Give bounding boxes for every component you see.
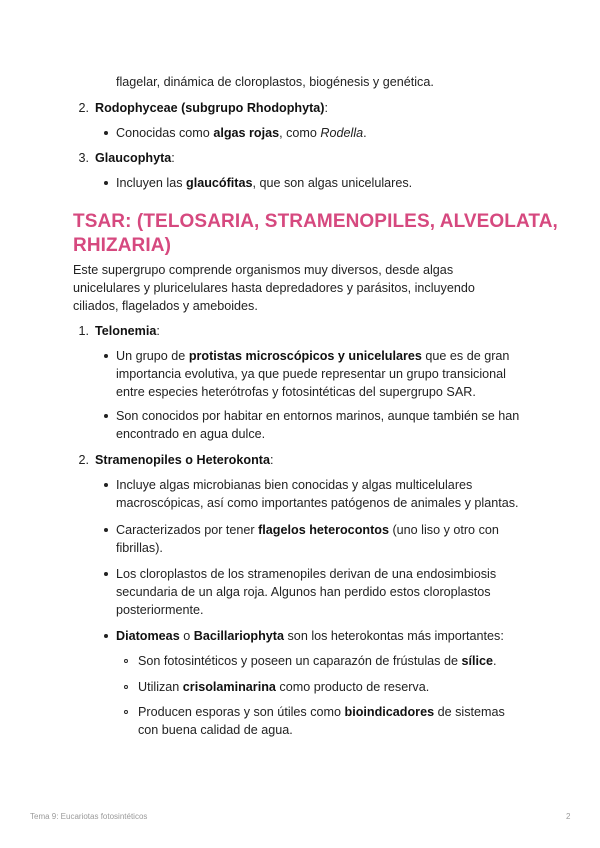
italic-term: Rodella xyxy=(320,126,364,140)
sub-bullet-circle xyxy=(124,659,128,663)
list-item-telonemia xyxy=(95,322,160,340)
bullet-disc xyxy=(104,354,108,358)
bold-term: protistas microscópicos y unicelulares xyxy=(188,349,422,363)
bullet-disc xyxy=(104,528,108,532)
bullet-text-line: entre especies heterótrofas y fotosintéticas del supergrupo SAR. xyxy=(116,385,476,399)
section-heading-line-1: TSAR: (TELOSARIA, STRAMENOPILES, ALVEOLATA, xyxy=(73,211,558,232)
bullet-disc xyxy=(104,414,108,418)
item-title: Glaucophyta xyxy=(95,151,172,165)
continued-bullet-text: flagelar, dinámica de cloroplastos, biogénesis y genética. xyxy=(116,75,434,89)
item-title: Rodophyceae (subgrupo Rhodophyta) xyxy=(95,101,325,115)
bullet-text-line: macroscópicas, así como importantes patógenos de animales y plantas. xyxy=(116,496,519,510)
bullet-disc xyxy=(104,181,108,185)
intro-paragraph-line: unicelulares y pluricelulares hasta depredadores y parásitos, incluyendo xyxy=(73,281,475,295)
bullet-disc xyxy=(104,572,108,576)
sub-bullet-text xyxy=(138,652,496,670)
bullet-disc xyxy=(104,131,108,135)
bullet-text-line: fibrillas). xyxy=(116,541,163,555)
sub-bullet-circle xyxy=(124,710,128,714)
text-run: , que son algas unicelulares. xyxy=(252,176,413,190)
text-run: Incluyen las xyxy=(116,176,187,190)
bold-term: bioindicadores xyxy=(344,705,435,719)
item-colon: : xyxy=(269,453,274,467)
sub-bullet-text xyxy=(138,703,505,721)
item-title: Telonemia xyxy=(95,324,157,338)
bullet-text-line: Incluye algas microbianas bien conocidas y algas multicelulares xyxy=(116,478,473,492)
bullet-text xyxy=(116,124,367,142)
section-heading-line-2: RHIZARIA) xyxy=(73,235,171,256)
bullet-text xyxy=(116,174,412,192)
text-run: Caracterizados por tener xyxy=(116,523,259,537)
bold-term: flagelos heterocontos xyxy=(258,523,389,537)
list-item-rodophyceae xyxy=(95,99,328,117)
text-run: , como xyxy=(279,126,321,140)
bold-term: algas rojas xyxy=(213,126,280,140)
bullet-disc xyxy=(104,483,108,487)
text-run: o xyxy=(179,629,194,643)
list-number: 1. xyxy=(78,324,89,338)
sub-bullet-circle xyxy=(124,685,128,689)
bullet-text-line: posteriormente. xyxy=(116,603,204,617)
text-run: (uno liso y otro con xyxy=(388,523,499,537)
bold-term: Bacillariophyta xyxy=(193,629,285,643)
text-run: como producto de reserva. xyxy=(275,680,430,694)
page-number: 2 xyxy=(566,812,571,821)
item-colon: : xyxy=(171,151,175,165)
list-item-stramenopiles xyxy=(95,451,273,469)
bullet-text-line: Son conocidos por habitar en entornos marinos, aunque también se han xyxy=(116,409,520,423)
bold-term: glaucófitas xyxy=(186,176,253,190)
bullet-text xyxy=(116,627,504,645)
text-run: son los heterokontas más importantes: xyxy=(284,629,504,643)
list-number: 3. xyxy=(78,151,89,165)
text-run: Producen esporas y son útiles como xyxy=(138,705,345,719)
footer-title: Tema 9: Eucariotas fotosintéticos xyxy=(30,812,148,821)
text-run: . xyxy=(363,126,367,140)
text-run: de sistemas xyxy=(434,705,505,719)
list-number: 2. xyxy=(78,101,89,115)
text-run: que es de gran xyxy=(421,349,510,363)
text-run: Un grupo de xyxy=(116,349,189,363)
text-run: . xyxy=(492,654,497,668)
intro-paragraph-line: ciliados, flagelados y ameboides. xyxy=(73,299,258,313)
text-run: Conocidas como xyxy=(116,126,214,140)
bullet-text-line: secundaria de un alga roja. Algunos han perdido estos cloroplastos xyxy=(116,585,491,599)
item-title: Stramenopiles o Heterokonta xyxy=(95,453,270,467)
bullet-text xyxy=(116,347,509,365)
bold-term: crisolaminarina xyxy=(182,680,276,694)
bold-term: sílice xyxy=(461,654,493,668)
sub-bullet-text xyxy=(138,678,429,696)
item-colon: : xyxy=(324,101,328,115)
sub-bullet-text-line: con buena calidad de agua. xyxy=(138,723,293,737)
item-colon: : xyxy=(156,324,160,338)
list-number: 2. xyxy=(78,453,89,467)
bullet-text-line: importancia evolutiva, ya que puede representar un grupo transicional xyxy=(116,367,506,381)
list-item-glaucophyta xyxy=(95,149,175,167)
bullet-text-line: encontrado en agua dulce. xyxy=(116,427,266,441)
bullet-text-line: Los cloroplastos de los stramenopiles derivan de una endosimbiosis xyxy=(116,567,497,581)
bullet-text xyxy=(116,521,499,539)
text-run: Utilizan xyxy=(138,680,183,694)
bold-term: Diatomeas xyxy=(116,629,180,643)
bullet-disc xyxy=(104,634,108,638)
intro-paragraph-line: Este supergrupo comprende organismos muy diversos, desde algas xyxy=(73,263,454,277)
text-run: Son fotosintéticos y poseen un caparazón de frústulas de xyxy=(138,654,462,668)
